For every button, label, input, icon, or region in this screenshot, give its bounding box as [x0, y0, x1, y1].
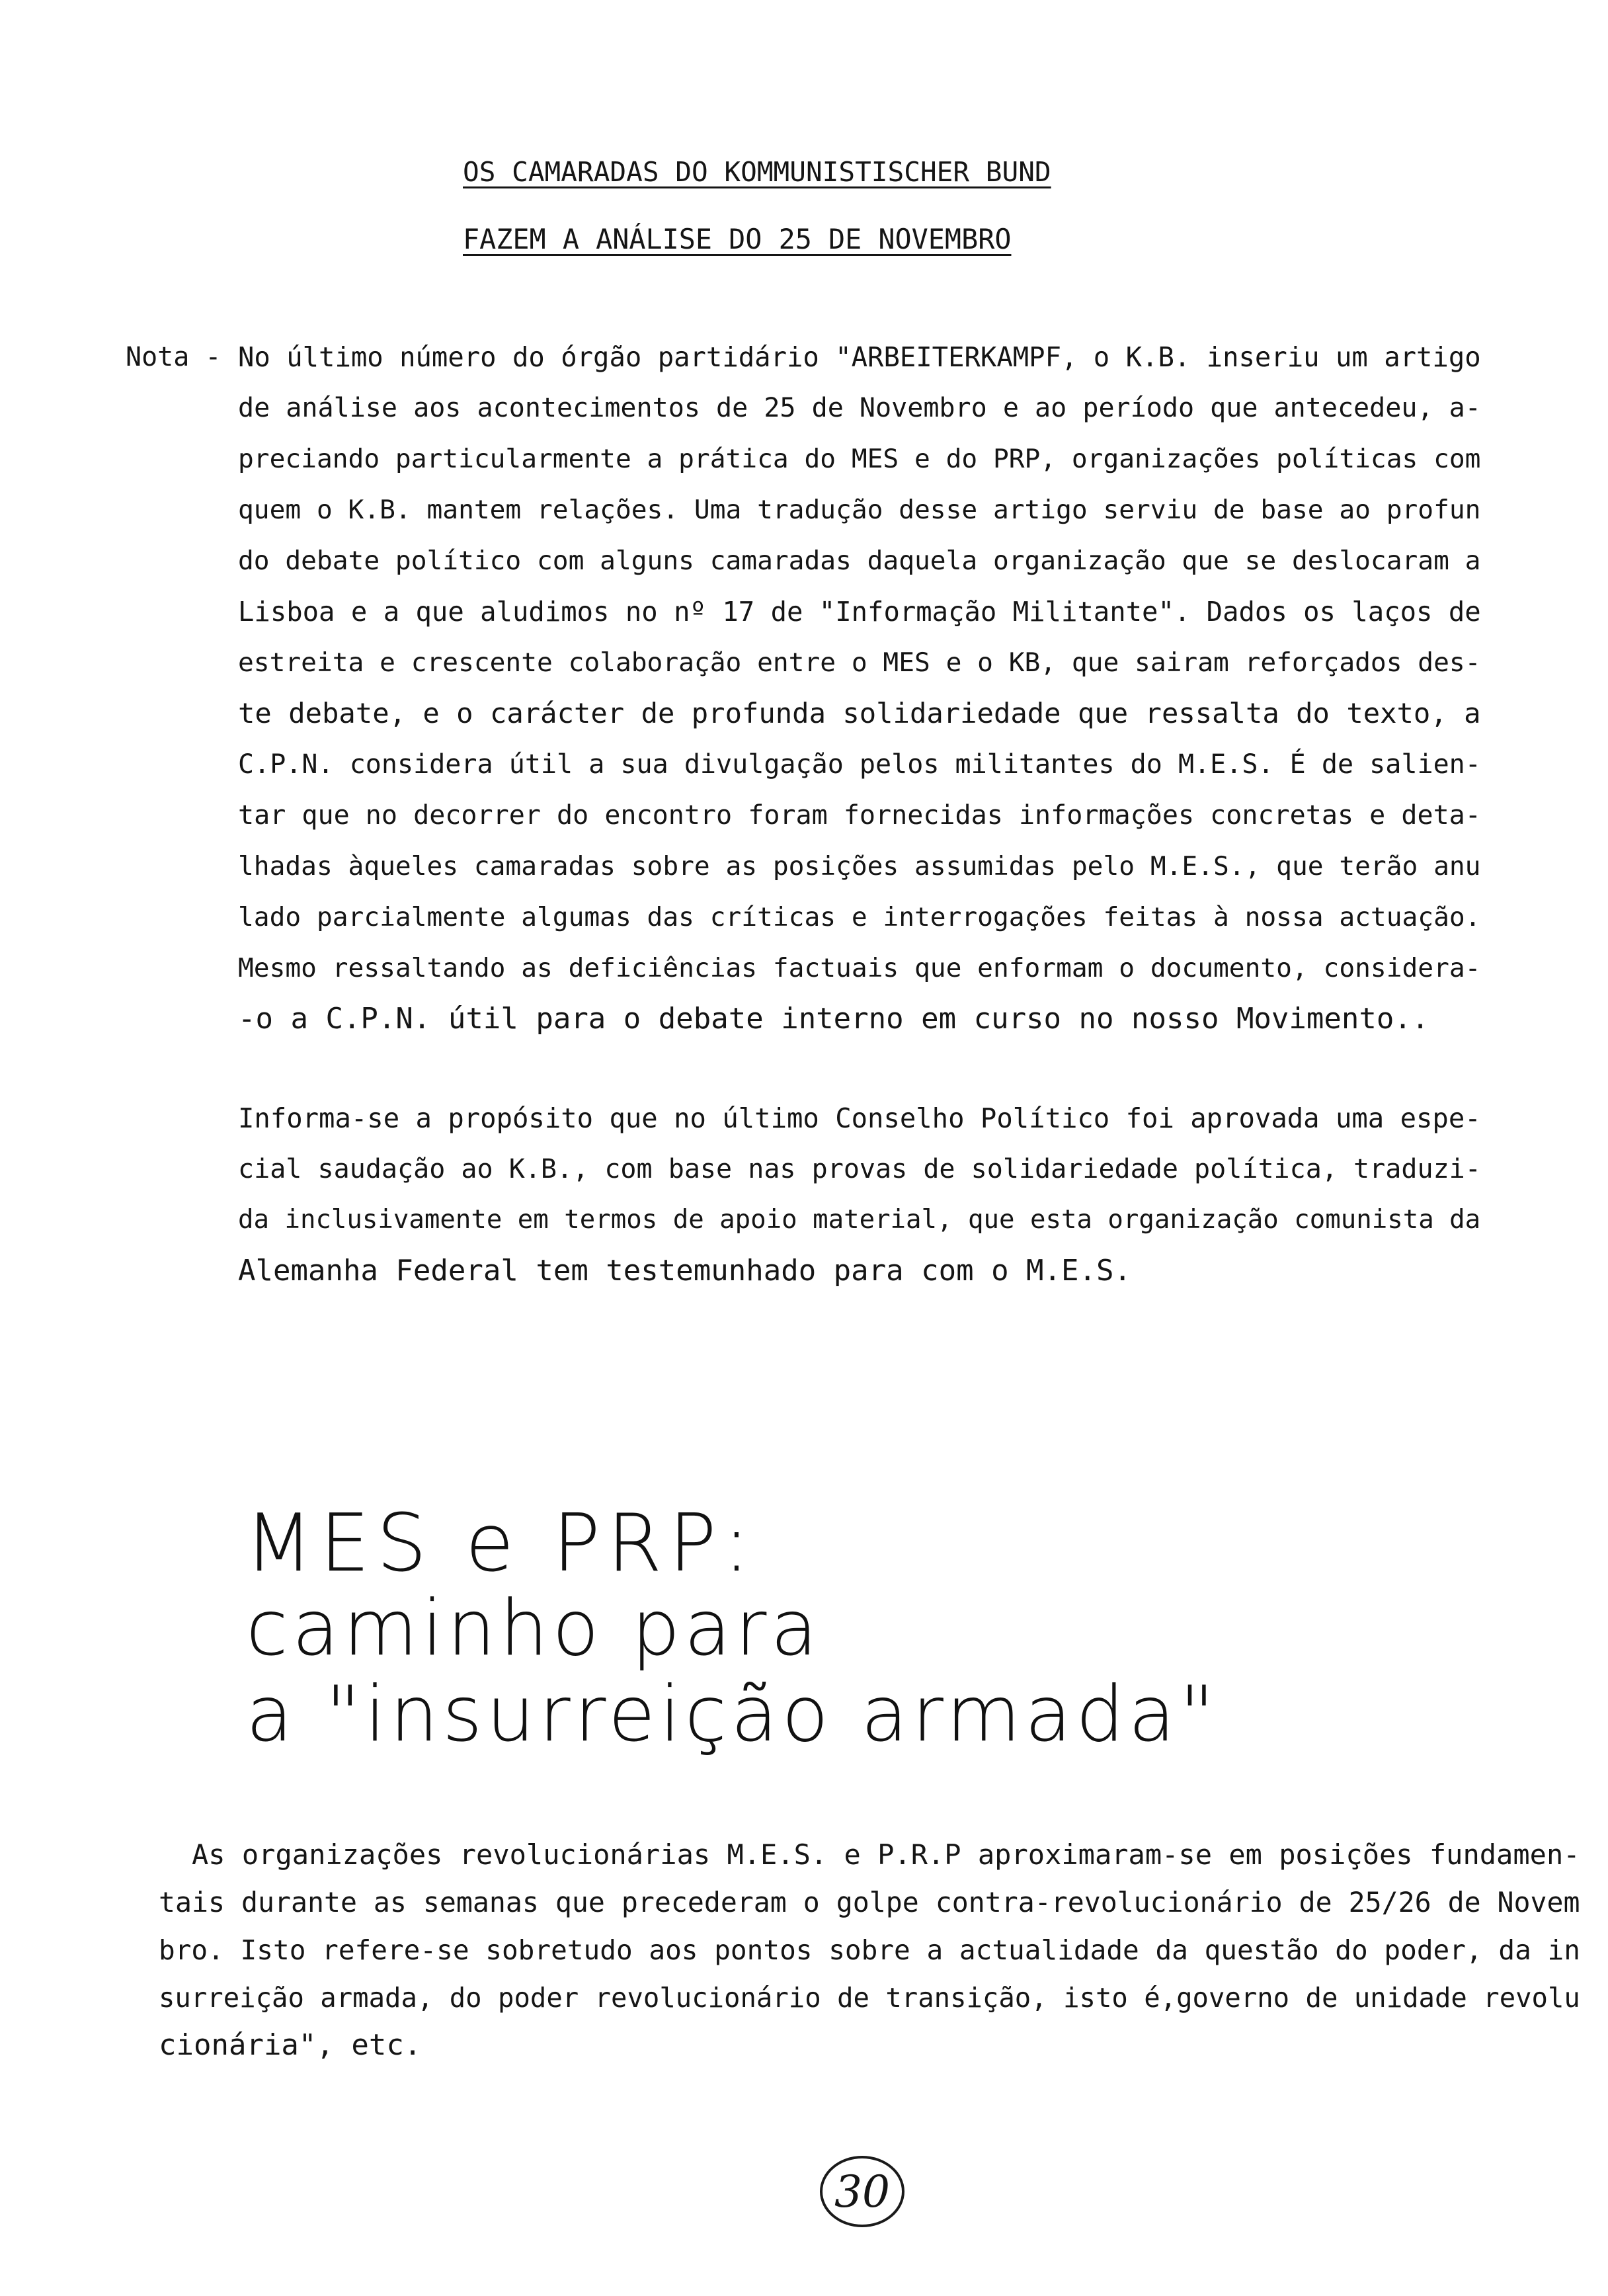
nota-line: te debate, e o carácter de profunda solidariedade que ressalta do texto, a [238, 697, 1481, 729]
body-line: cionária", etc. [159, 2028, 422, 2062]
nota-line: do debate político com alguns camaradas daquela organização que se deslocaram a [238, 546, 1481, 576]
title-art-line-3: a "insurreição armada" [246, 1670, 1219, 1759]
heading-line-1: OS CAMARADAS DO KOMMUNISTISCHER BUND [463, 156, 1051, 188]
body-line: surreição armada, do poder revolucionário de transição, isto é,governo de unidade revolu [159, 1982, 1580, 2014]
informa-line: Alemanha Federal tem testemunhado para com o M.E.S. [238, 1254, 1132, 1288]
body-line: tais durante as semanas que precederam o golpe contra-revolucionário de 25/26 de Novem [159, 1886, 1580, 1918]
title-art-line-2: caminho para [246, 1584, 822, 1673]
body-line: As organizações revolucionárias M.E.S. e P.R.P aproximaram-se em posições fundamen- [192, 1838, 1580, 1871]
informa-line: da inclusivamente em termos de apoio material, que esta organização comunista da [238, 1205, 1481, 1235]
nota-line: C.P.N. considera útil a sua divulgação pelos militantes do M.E.S. É de salien- [238, 749, 1481, 780]
nota-line: Mesmo ressaltando as deficiências factuais que enformam o documento, considera- [238, 953, 1481, 983]
page-number [820, 2156, 904, 2227]
nota-line: tar que no decorrer do encontro foram fornecidas informações concretas e deta- [238, 800, 1481, 831]
nota-line: No último número do órgão partidário "ARBEITERKAMPF, o K.B. inseriu um artigo [238, 341, 1481, 373]
nota-line: -o a C.P.N. útil para o debate interno em curso no nosso Movimento.. [238, 1002, 1429, 1036]
nota-line: Lisboa e a que aludimos no nº 17 de "Informação Militante". Dados os laços de [238, 596, 1481, 628]
informa-line: Informa-se a propósito que no último Conselho Político foi aprovada uma espe- [238, 1102, 1481, 1134]
informa-line: cial saudação ao K.B., com base nas provas de solidariedade política, traduzi- [238, 1154, 1481, 1184]
nota-line: estreita e crescente colaboração entre o MES e o KB, que sairam reforçados des- [238, 647, 1481, 678]
page-number-label: 30 [834, 2166, 890, 2217]
title-art-line-1: MES e PRP: [245, 1498, 757, 1590]
nota-line: de análise aos acontecimentos de 25 de Novembro e ao período que antecedeu, a- [238, 393, 1481, 423]
heading-line-2: FAZEM A ANÁLISE DO 25 DE NOVEMBRO [463, 223, 1012, 255]
nota-line: lhadas àqueles camaradas sobre as posições assumidas pelo M.E.S., que terão anu [238, 851, 1481, 882]
nota-label: Nota - [126, 342, 221, 372]
nota-line: preciando particularmente a prática do MES e do PRP, organizações políticas com [238, 444, 1481, 474]
nota-line: quem o K.B. mantem relações. Uma tradução desse artigo serviu de base ao profun [238, 495, 1481, 525]
nota-line: lado parcialmente algumas das críticas e interrogações feitas à nossa actuação. [238, 902, 1481, 932]
body-line: bro. Isto refere-se sobretudo aos pontos sobre a actualidade da questão do poder, da in [159, 1934, 1580, 1966]
